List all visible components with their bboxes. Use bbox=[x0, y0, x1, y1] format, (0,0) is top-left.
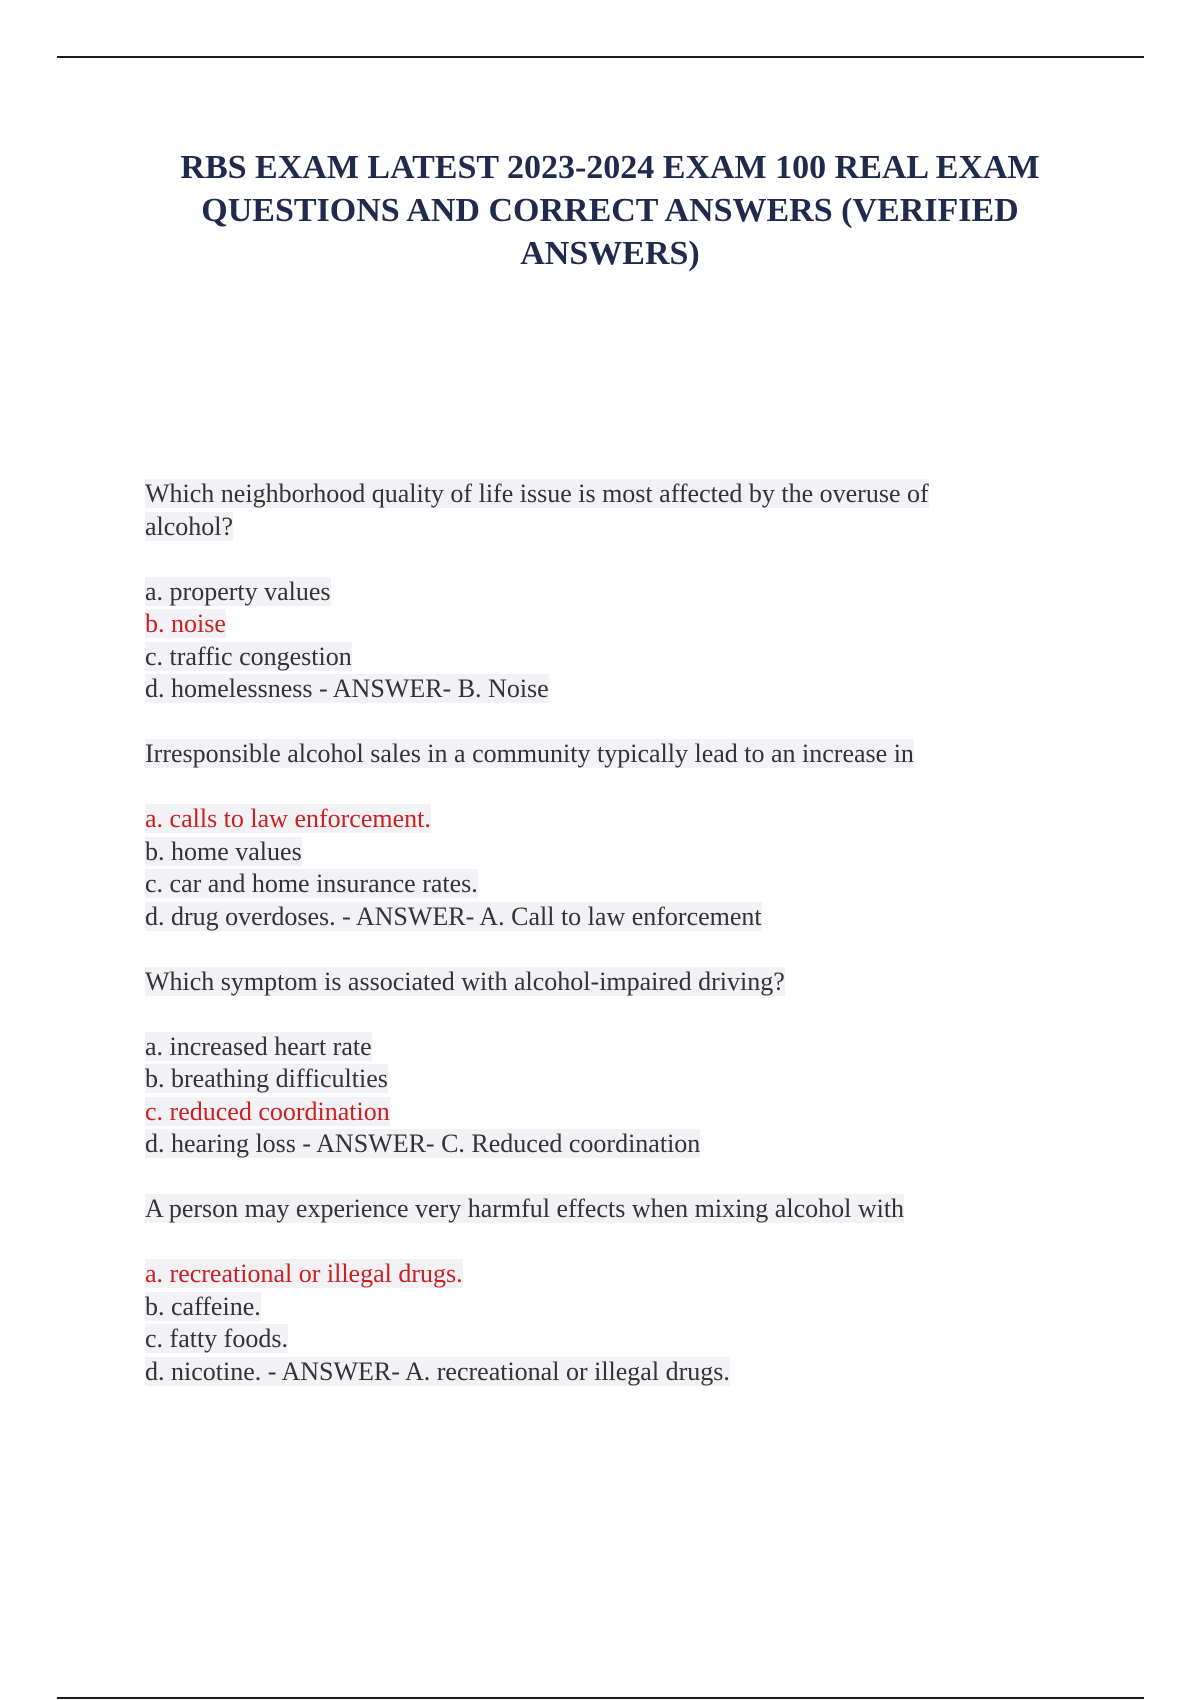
answer-option-text: a. calls to law enforcement. bbox=[145, 804, 431, 833]
answer-option bbox=[145, 1323, 1065, 1356]
question-block bbox=[145, 1193, 1065, 1388]
bottom-rule bbox=[57, 1697, 1144, 1699]
question-block bbox=[145, 478, 1065, 738]
question-text bbox=[145, 1193, 1065, 1226]
answer-option bbox=[145, 836, 1065, 869]
spacer bbox=[145, 933, 1065, 966]
question-text bbox=[145, 966, 1065, 999]
question-text-line: A person may experience very harmful effects when mixing alcohol with bbox=[145, 1194, 905, 1223]
answer-option-text: b. noise bbox=[145, 609, 226, 638]
answer-option-text: d. drug overdoses. - ANSWER- A. Call to law enforcement bbox=[145, 901, 762, 931]
questions-list bbox=[145, 478, 1065, 1388]
answer-option bbox=[145, 1063, 1065, 1096]
answer-option bbox=[145, 641, 1065, 674]
question-text bbox=[145, 511, 1065, 544]
answer-option-text: b. caffeine. bbox=[145, 1291, 261, 1321]
question-text bbox=[145, 478, 1065, 511]
answer-option-text: a. increased heart rate bbox=[145, 1031, 372, 1061]
question-text bbox=[145, 738, 1065, 771]
answer-option bbox=[145, 1291, 1065, 1324]
answer-option-correct bbox=[145, 1258, 1065, 1291]
answer-option-text: d. nicotine. - ANSWER- A. recreational or illegal drugs. bbox=[145, 1356, 730, 1386]
question-text-line: Which symptom is associated with alcohol-impaired driving? bbox=[145, 966, 785, 996]
question-block bbox=[145, 966, 1065, 1194]
question-block bbox=[145, 738, 1065, 966]
spacer bbox=[145, 1226, 1065, 1259]
spacer bbox=[145, 998, 1065, 1031]
spacer bbox=[145, 771, 1065, 804]
top-rule bbox=[57, 56, 1144, 58]
answer-option bbox=[145, 1031, 1065, 1064]
answer-option-correct bbox=[145, 608, 1065, 641]
spacer bbox=[145, 543, 1065, 576]
answer-option bbox=[145, 901, 1065, 934]
answer-option-text: d. homelessness - ANSWER- B. Noise bbox=[145, 674, 549, 703]
answer-option-text: d. hearing loss - ANSWER- C. Reduced coordination bbox=[145, 1129, 701, 1158]
answer-option bbox=[145, 576, 1065, 609]
spacer bbox=[145, 706, 1065, 739]
answer-option-text: b. home values bbox=[145, 836, 302, 866]
spacer bbox=[145, 1161, 1065, 1194]
answer-option bbox=[145, 673, 1065, 706]
question-text-line: alcohol? bbox=[145, 511, 234, 541]
question-text-line: Irresponsible alcohol sales in a community typically lead to an increase in bbox=[145, 739, 914, 768]
answer-option-text: a. recreational or illegal drugs. bbox=[145, 1259, 463, 1288]
answer-option-correct bbox=[145, 1096, 1065, 1129]
answer-option bbox=[145, 868, 1065, 901]
answer-option bbox=[145, 1128, 1065, 1161]
answer-option-text: a. property values bbox=[145, 576, 331, 606]
answer-option-text: c. car and home insurance rates. bbox=[145, 869, 478, 898]
answer-option-text: c. traffic congestion bbox=[145, 641, 352, 671]
answer-option bbox=[145, 1356, 1065, 1389]
answer-option-text: c. reduced coordination bbox=[145, 1096, 390, 1126]
answer-option-text: c. fatty foods. bbox=[145, 1324, 288, 1353]
document-title: RBS EXAM LATEST 2023-2024 EXAM 100 REAL EXAM QUESTIONS AND CORRECT ANSWERS (VERIFIED ANSWERS) bbox=[180, 149, 1040, 272]
answer-option-correct bbox=[145, 803, 1065, 836]
answer-option-text: b. breathing difficulties bbox=[145, 1064, 388, 1093]
question-text-line: Which neighborhood quality of life issue is most affected by the overuse of bbox=[145, 479, 929, 508]
